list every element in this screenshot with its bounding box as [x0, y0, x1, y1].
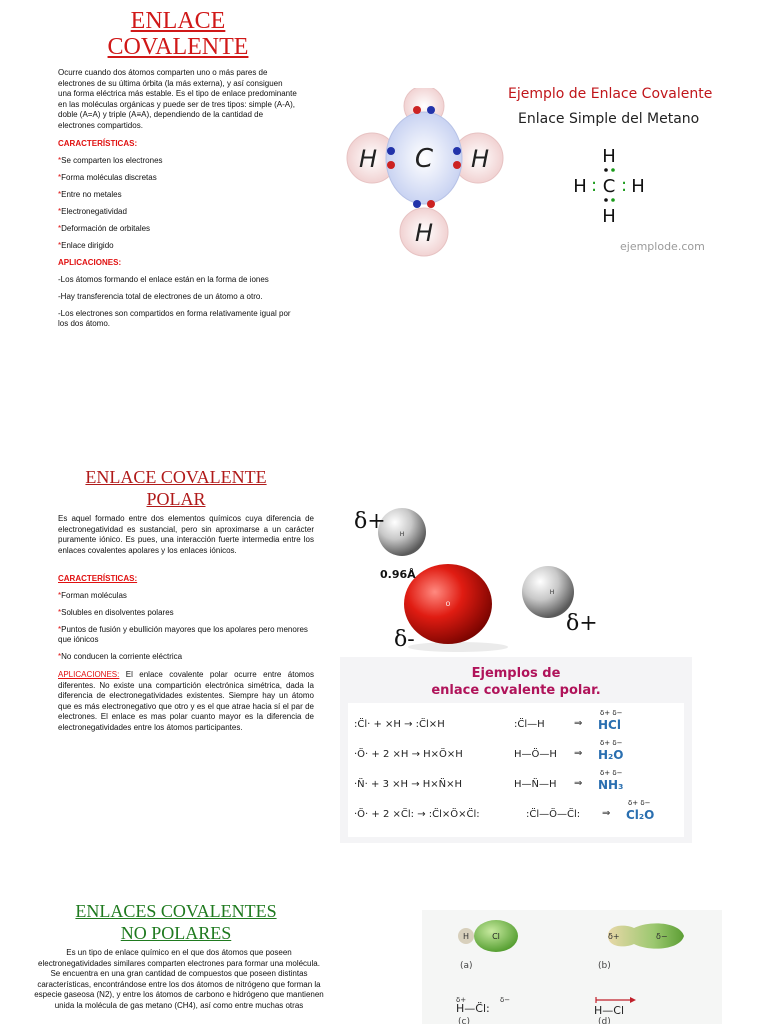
section1-title-line1: ENLACE [130, 8, 226, 34]
example-delta: δ+ δ− [600, 769, 623, 777]
watermark: ejemplode.com [620, 240, 705, 253]
example-structure: :C̈l—H [514, 719, 545, 730]
characteristic-item: *Solubles en disolventes polares [58, 608, 174, 617]
section3-title-line2: NO POLARES [120, 923, 232, 943]
characteristic-item: *Deformación de orbitales [58, 224, 151, 233]
delta-plus-label: δ+ [608, 932, 620, 941]
example-delta: δ+ δ− [628, 799, 651, 807]
application-item: -Los electrones son compartidos en forma relativamente igual por los dos átomo. [58, 309, 291, 328]
section2-applications-text: El enlace covalente polar ocurre entre átomos diferentes. No existe una compartición electrónica simétrica, dada la diferencia de electronegatividades existentes. Siempre hay un átomo que es más electronegativo que otro y es el que atrae hacia sí el par de electrones. El enlace es mas polar cuanto mayor es la diferencia de electronegatividades entre los átomos participantes. [58, 670, 314, 732]
characteristic-item: *Forman moléculas [58, 591, 127, 600]
o-atom-label: O [445, 601, 451, 608]
h-atom-label: H [470, 145, 490, 173]
section1-title-line2: COVALENTE [107, 34, 249, 60]
bond-colon: : [590, 175, 598, 196]
methane-example-title: Ejemplo de Enlace Covalente [508, 86, 713, 102]
methane-example-subtitle: Enlace Simple del Metano [518, 111, 700, 127]
figure-label-a: (a) [460, 961, 473, 971]
bond-colon: : [620, 175, 628, 196]
water-molecule-figure [348, 502, 608, 652]
example-delta: δ+ δ− [600, 739, 623, 747]
bond-structure-d: H—Cl [594, 1004, 625, 1017]
methane-orbital-diagram [342, 88, 514, 258]
methane-lewis-structure [560, 140, 660, 232]
figure-label-d: (d) [598, 1017, 611, 1024]
figure-label-c: (c) [458, 1017, 470, 1024]
delta-minus-label: δ− [500, 996, 511, 1004]
hcl-figure-art [422, 910, 722, 1024]
figure-label-b: (b) [598, 961, 611, 971]
application-item: -Los átomos formando el enlace están en la forma de iones [58, 275, 269, 284]
delta-minus-label: δ- [394, 627, 415, 652]
example-arrow: ⇒ [602, 808, 611, 819]
characteristic-item: *No conducen la corriente eléctrica [58, 652, 183, 661]
example-reaction: :C̈l· + ×H → :C̈l×H [354, 719, 445, 730]
characteristic-item: *Enlace dirigido [58, 241, 114, 250]
example-arrow: ⇒ [574, 748, 583, 759]
section2-title-line1: ENLACE COVALENTE [85, 467, 267, 487]
distance-label: 0.96Å [380, 568, 416, 581]
characteristic-item: *Forma moléculas discretas [58, 173, 157, 182]
example-arrow: ⇒ [574, 718, 583, 729]
example-product: Cl₂O [626, 808, 655, 822]
section3-intro: Es un tipo de enlace químico en el que dos átomos que poseen electronegatividades similares comparten electrones para formar una molécula. Se encuentra en una gran cantidad de compuestos que poseen distintas características, encontrándose entre los dos átomos de nitrógeno que forman la especie gaseosa (N2), y entre los átomos de carbono e hidrógeno que mantienen unida la molécula de gas metano (CH4), así como entre muchas otras [34, 948, 324, 1010]
section2-characteristics [58, 574, 314, 669]
example-product: HCl [598, 718, 621, 732]
application-item: -Hay transferencia total de electrones de un átomo a otro. [58, 292, 263, 301]
delta-plus-label: δ+ [354, 509, 386, 534]
example-product: H₂O [598, 748, 624, 762]
section2-intro: Es aquel formado entre dos elementos químicos cuya diferencia de electronegatividad es sustancial, pero sin aproximarse a un carácter puramente iónico. Es pues, una interacción fuerte intermedia entre los enlaces covalentes apolares y los enlaces iónicos. [58, 514, 314, 555]
characteristic-item: *Puntos de fusión y ebullición mayores que los apolares pero menores que iónicos [58, 625, 308, 644]
h-atom-label: H [549, 589, 555, 596]
h-atom-label: H [631, 176, 645, 197]
delta-plus-label: δ+ [566, 611, 598, 636]
polar-examples-panel [340, 657, 692, 843]
polar-examples-title-line1: Ejemplos de [471, 666, 561, 681]
section1-applications-heading: APLICACIONES: [58, 258, 122, 267]
hcl-figure [422, 910, 722, 1024]
bond-structure-c: H—C̈l: [456, 1002, 490, 1015]
h-atom-label: H [602, 206, 616, 227]
section1-characteristics [58, 139, 298, 336]
h-atom-label: H [414, 219, 434, 247]
section2-characteristics-heading: CARACTERÍSTICAS: [58, 574, 138, 583]
example-reaction: ·N̈· + 3 ×H → H×N̈×H [354, 779, 463, 790]
polar-examples-title [340, 665, 692, 699]
example-reaction: ·Ö· + 2 ×C̈l: → :C̈l×Ö×C̈l: [354, 809, 480, 820]
example-structure: :C̈l—Ö—C̈l: [526, 809, 581, 820]
polar-examples-title-line2: enlace covalente polar. [431, 683, 601, 698]
c-atom-label: C [414, 144, 434, 174]
h-atom-label: H [399, 531, 405, 538]
example-structure: H—N̈—H [514, 779, 557, 790]
h-atom-label: H [358, 145, 378, 173]
cl-atom-label: Cl [492, 932, 500, 941]
h-atom-label: H [573, 176, 587, 197]
c-atom-label: C [602, 176, 616, 197]
section3-title [60, 900, 292, 944]
section2-applications [58, 670, 314, 733]
example-delta: δ+ δ− [600, 709, 623, 717]
example-product: NH₃ [598, 778, 624, 792]
section2-title [60, 466, 292, 510]
example-structure: H—Ö—H [514, 749, 557, 760]
example-row [354, 739, 680, 767]
section2-title-line2: POLAR [146, 489, 206, 509]
example-row [354, 709, 680, 737]
characteristic-item: *Se comparten los electrones [58, 156, 163, 165]
delta-plus-label: δ+ [456, 996, 467, 1004]
example-arrow: ⇒ [574, 778, 583, 789]
h-atom-label: H [462, 932, 470, 941]
section3-title-line1: ENLACES COVALENTES [75, 901, 277, 921]
characteristic-item: *Entre no metales [58, 190, 122, 199]
section1-title [60, 8, 296, 60]
section2-applications-heading: APLICACIONES: [58, 670, 120, 679]
example-reaction: ·Ö· + 2 ×H → H×Ö×H [354, 749, 463, 760]
h-atom-label: H [602, 146, 616, 167]
polar-examples-table [348, 703, 684, 837]
delta-minus-label: δ− [656, 932, 668, 941]
example-row [354, 769, 680, 797]
example-row [354, 799, 680, 827]
section1-characteristics-heading: CARACTERÍSTICAS: [58, 139, 138, 148]
section1-intro: Ocurre cuando dos átomos comparten uno o más pares de electrones de su última órbita (la más externa), y así consiguen una forma eléctrica más estable. Es el tipo de enlace predominante en las moléculas orgánicas y puede ser de tres tipos: simple (A-A), doble (A=A) y triple (A≡A), dependiendo de la cantidad de electrones compartidos. [58, 68, 297, 130]
characteristic-item: *Electronegatividad [58, 207, 127, 216]
